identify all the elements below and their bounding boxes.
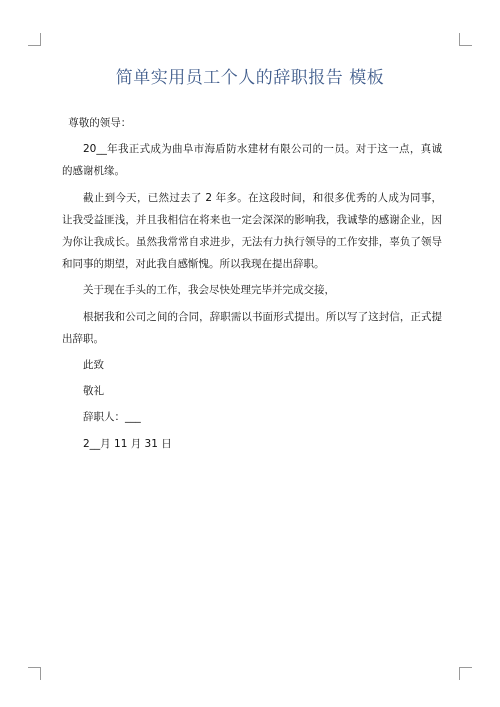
crop-mark-bottom-left bbox=[28, 667, 41, 680]
paragraph-reflection: 截止到今天，已然过去了 2 年多。在这段时间，和很多优秀的人成为同事，让我受益匪浅，并且我相信在将来也一定会深深的影响我，我诚挚的感谢企业，因为你让我成长。虽然我常常自求进步，无法有力执行领导的工作安排，辜负了领导和同事的期望，对此我自感惭愧。所以我现在提出辞职。 bbox=[62, 191, 442, 271]
paragraph-join-company: 20__年我正式成为曲阜市海盾防水建材有限公司的一员。对于这一点，真诚的感谢机缘。 bbox=[62, 143, 442, 178]
paragraph-handover: 关于现在手头的工作，我会尽快处理完毕并完成交接， bbox=[83, 284, 335, 297]
crop-mark-bottom-right bbox=[459, 667, 472, 680]
crop-mark-top-left bbox=[28, 33, 41, 46]
date-line: 2__月 11 月 31 日 bbox=[83, 437, 172, 450]
document-title: 简单实用员工个人的辞职报告 模板 bbox=[115, 68, 385, 88]
paragraph-contract: 根据我和公司之间的合同，辞职需以书面形式提出。所以写了这封信，正式提出辞职。 bbox=[62, 310, 442, 345]
crop-mark-top-right bbox=[459, 33, 472, 46]
closing-jingli: 敬礼 bbox=[83, 385, 104, 398]
closing-cizhi: 此致 bbox=[83, 359, 104, 372]
document-body bbox=[62, 112, 442, 459]
signature-line: 辞职人：___ bbox=[83, 411, 141, 424]
salutation: 尊敬的领导： bbox=[68, 117, 132, 129]
